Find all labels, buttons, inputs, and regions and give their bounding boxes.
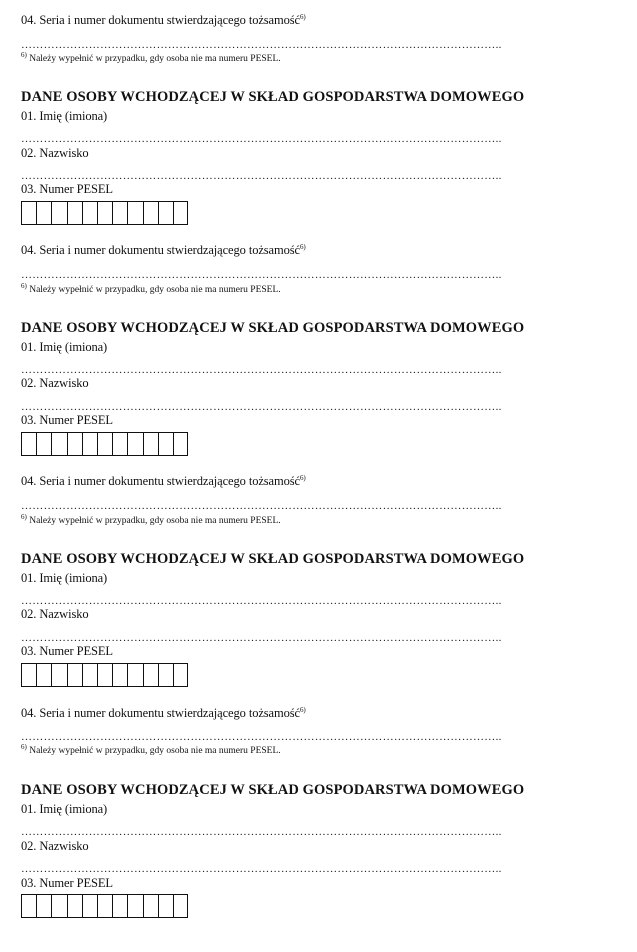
- section-heading: DANE OSOBY WCHODZĄCEJ W SKŁAD GOSPODARSTWA DOMOWEGO: [21, 551, 525, 567]
- pesel-digit-box[interactable]: [82, 432, 97, 456]
- pesel-digit-box[interactable]: [173, 201, 188, 225]
- surname-label: 02. Nazwisko: [21, 607, 89, 621]
- pesel-digit-box[interactable]: [143, 201, 158, 225]
- surname-field[interactable]: ………………………………………………………………………………………………………………..: [21, 864, 502, 874]
- section-heading: DANE OSOBY WCHODZĄCEJ W SKŁAD GOSPODARSTWA DOMOWEGO: [21, 782, 525, 798]
- pesel-input[interactable]: [21, 201, 188, 225]
- first-name-label: 01. Imię (imiona): [21, 802, 108, 816]
- pesel-digit-box[interactable]: [36, 663, 51, 687]
- pesel-digit-box[interactable]: [158, 894, 173, 918]
- pesel-digit-box[interactable]: [127, 201, 142, 225]
- pesel-digit-box[interactable]: [97, 894, 112, 918]
- pesel-digit-box[interactable]: [21, 663, 36, 687]
- pesel-digit-box[interactable]: [67, 201, 82, 225]
- pesel-digit-box[interactable]: [97, 663, 112, 687]
- pesel-digit-box[interactable]: [51, 201, 66, 225]
- first-name-field[interactable]: ………………………………………………………………………………………………………………..: [21, 365, 502, 375]
- surname-field[interactable]: ………………………………………………………………………………………………………………..: [21, 171, 502, 181]
- first-name-field[interactable]: ………………………………………………………………………………………………………………..: [21, 827, 502, 837]
- surname-field[interactable]: ………………………………………………………………………………………………………………..: [21, 633, 502, 643]
- first-name-field[interactable]: ………………………………………………………………………………………………………………..: [21, 596, 502, 606]
- pesel-digit-box[interactable]: [51, 894, 66, 918]
- pesel-digit-box[interactable]: [127, 663, 142, 687]
- section-heading: DANE OSOBY WCHODZĄCEJ W SKŁAD GOSPODARSTWA DOMOWEGO: [21, 320, 525, 336]
- pesel-digit-box[interactable]: [112, 894, 127, 918]
- pesel-digit-box[interactable]: [82, 894, 97, 918]
- first-name-field[interactable]: ………………………………………………………………………………………………………………..: [21, 134, 502, 144]
- pesel-digit-box[interactable]: [158, 663, 173, 687]
- pesel-digit-box[interactable]: [36, 894, 51, 918]
- id-document-label: 04. Seria i numer dokumentu stwierdzającego tożsamość$^{6)}$: [21, 12, 306, 27]
- pesel-digit-box[interactable]: [67, 432, 82, 456]
- pesel-digit-box[interactable]: [82, 201, 97, 225]
- pesel-digit-box[interactable]: [127, 432, 142, 456]
- pesel-digit-box[interactable]: [36, 201, 51, 225]
- footnote: $^{6)}$ Należy wypełnić w przypadku, gdy osoba nie ma numeru PESEL.: [21, 281, 281, 295]
- pesel-digit-box[interactable]: [36, 432, 51, 456]
- pesel-digit-box[interactable]: [51, 432, 66, 456]
- pesel-digit-box[interactable]: [173, 894, 188, 918]
- pesel-digit-box[interactable]: [112, 663, 127, 687]
- pesel-digit-box[interactable]: [173, 432, 188, 456]
- id-document-label: 04. Seria i numer dokumentu stwierdzającego tożsamość$^{6)}$: [21, 705, 306, 720]
- pesel-label: 03. Numer PESEL: [21, 876, 113, 890]
- footnote: $^{6)}$ Należy wypełnić w przypadku, gdy osoba nie ma numeru PESEL.: [21, 50, 281, 64]
- pesel-digit-box[interactable]: [173, 663, 188, 687]
- pesel-digit-box[interactable]: [158, 432, 173, 456]
- pesel-input[interactable]: [21, 432, 188, 456]
- pesel-digit-box[interactable]: [127, 894, 142, 918]
- pesel-input[interactable]: [21, 663, 188, 687]
- pesel-digit-box[interactable]: [143, 432, 158, 456]
- pesel-digit-box[interactable]: [143, 894, 158, 918]
- first-name-label: 01. Imię (imiona): [21, 571, 108, 585]
- section-heading: DANE OSOBY WCHODZĄCEJ W SKŁAD GOSPODARSTWA DOMOWEGO: [21, 89, 525, 105]
- first-name-label: 01. Imię (imiona): [21, 340, 108, 354]
- footnote: $^{6)}$ Należy wypełnić w przypadku, gdy osoba nie ma numeru PESEL.: [21, 512, 281, 526]
- pesel-digit-box[interactable]: [21, 894, 36, 918]
- pesel-digit-box[interactable]: [97, 432, 112, 456]
- pesel-digit-box[interactable]: [112, 432, 127, 456]
- pesel-digit-box[interactable]: [112, 201, 127, 225]
- pesel-input[interactable]: [21, 894, 188, 918]
- pesel-label: 03. Numer PESEL: [21, 182, 113, 196]
- pesel-label: 03. Numer PESEL: [21, 413, 113, 427]
- surname-label: 02. Nazwisko: [21, 146, 89, 160]
- pesel-digit-box[interactable]: [67, 894, 82, 918]
- surname-label: 02. Nazwisko: [21, 376, 89, 390]
- pesel-digit-box[interactable]: [158, 201, 173, 225]
- pesel-digit-box[interactable]: [21, 432, 36, 456]
- pesel-digit-box[interactable]: [82, 663, 97, 687]
- pesel-digit-box[interactable]: [143, 663, 158, 687]
- surname-field[interactable]: ………………………………………………………………………………………………………………..: [21, 402, 502, 412]
- id-document-label: 04. Seria i numer dokumentu stwierdzającego tożsamość$^{6)}$: [21, 242, 306, 257]
- pesel-label: 03. Numer PESEL: [21, 644, 113, 658]
- id-document-label: 04. Seria i numer dokumentu stwierdzającego tożsamość$^{6)}$: [21, 473, 306, 488]
- id-document-field[interactable]: ………………………………………………………………………………………………………………..: [21, 732, 502, 742]
- pesel-digit-box[interactable]: [51, 663, 66, 687]
- id-document-field[interactable]: ………………………………………………………………………………………………………………..: [21, 270, 502, 280]
- pesel-digit-box[interactable]: [67, 663, 82, 687]
- surname-label: 02. Nazwisko: [21, 839, 89, 853]
- first-name-label: 01. Imię (imiona): [21, 109, 108, 123]
- id-document-field[interactable]: ………………………………………………………………………………………………………………..: [21, 40, 502, 50]
- pesel-digit-box[interactable]: [97, 201, 112, 225]
- footnote: $^{6)}$ Należy wypełnić w przypadku, gdy osoba nie ma numeru PESEL.: [21, 742, 281, 756]
- id-document-field[interactable]: ………………………………………………………………………………………………………………..: [21, 501, 502, 511]
- pesel-digit-box[interactable]: [21, 201, 36, 225]
